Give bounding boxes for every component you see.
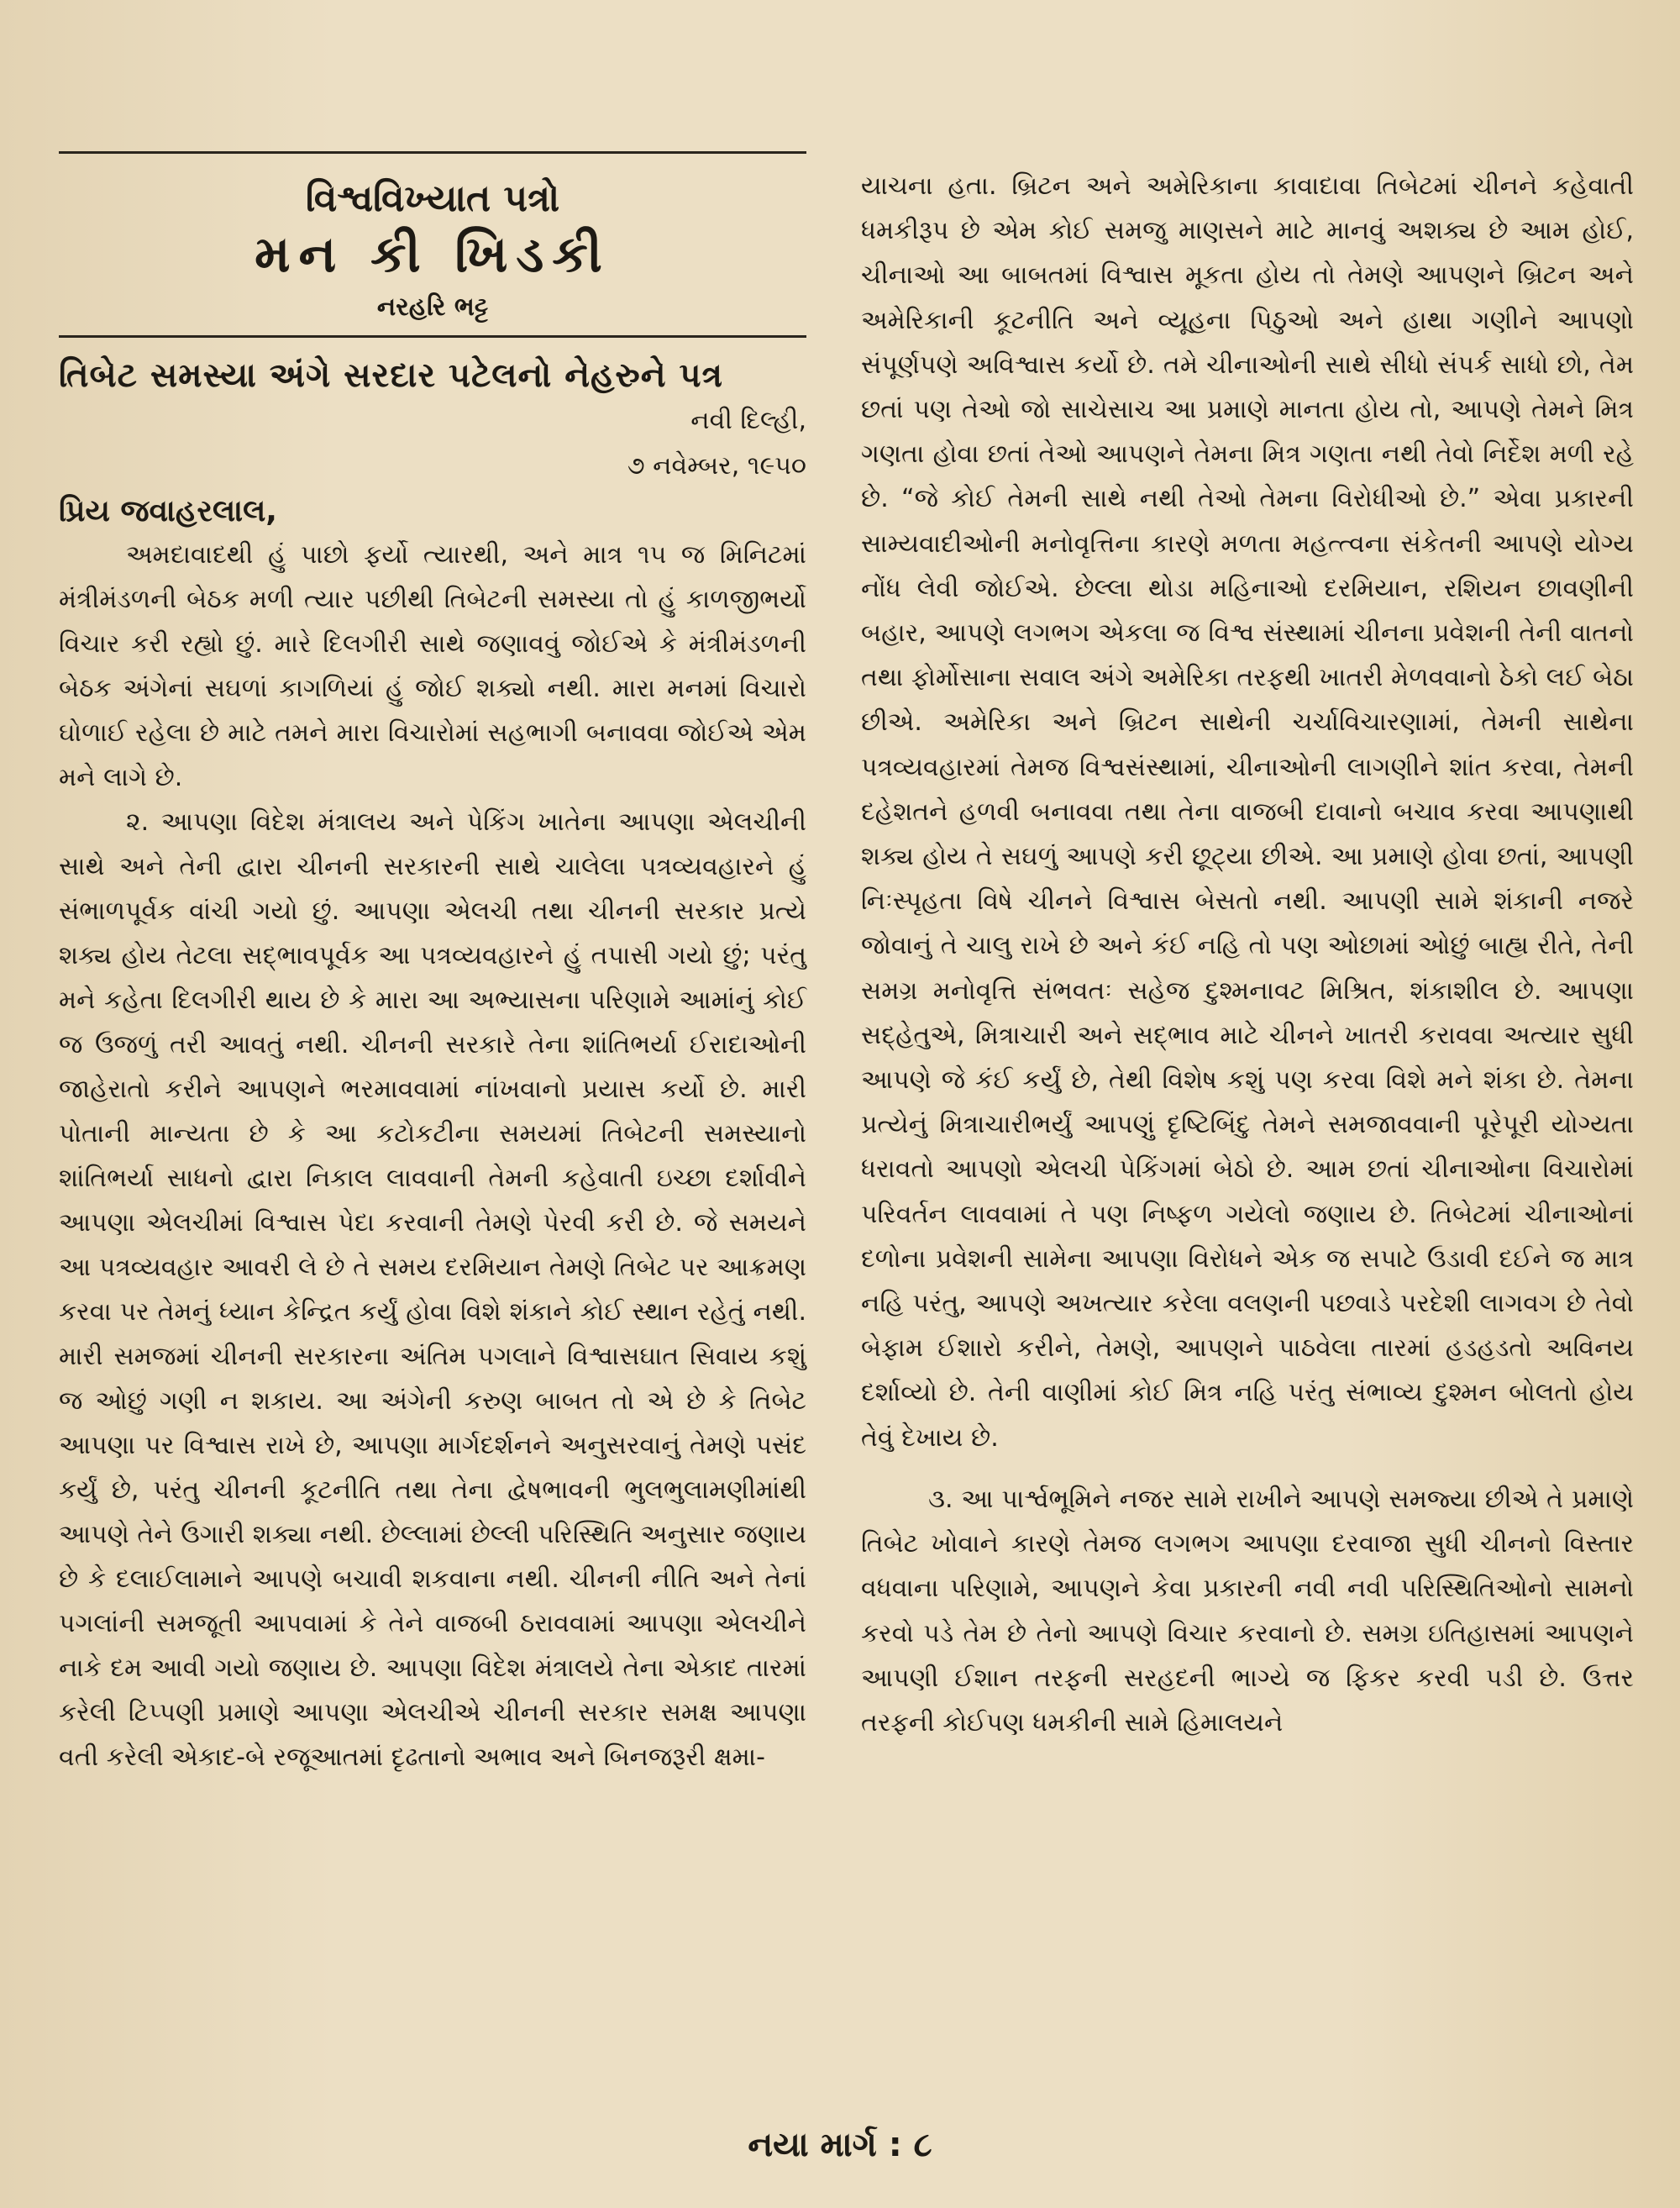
series-title: વિશ્વવિખ્યાત પત્રો <box>305 177 560 220</box>
header-rule <box>59 335 806 338</box>
letter-headline: તિબેટ સમસ્યા અંગે સરદાર પટેલનો નેહરુને પત્ર <box>59 356 724 395</box>
author-name: નરહરિ ભટ્ટ <box>376 292 489 322</box>
paragraph-2: ૨. આપણા વિદેશ મંત્રાલય અને પેકિંગ ખાતેના આપણા એલચીની સાથે અને તેની દ્વારા ચીનની સરકારની સાથે ચાલેલા પત્રવ્યવહારને હું સંભાળપૂર્વક વાંચી ગયો છું. આપણા એલચી તથા ચીનની સરકાર પ્રત્યે શક્ય હોય તેટલા સદ્ભાવપૂર્વક આ પત્રવ્યવહારને હું તપાસી ગયો છું; પરંતુ મને કહેતા દિલગીરી થાય છે કે મારા આ અભ્યાસના પરિણામે આમાંનું કોઈ જ ઉજળું તરી આવતું નથી. ચીનની સરકારે તેના શાંતિભર્યા ઈરાદાઓની જાહેરાતો કરીને આપણને ભરમાવવામાં નાંખવાનો પ્રયાસ કર્યો છે. મારી પોતાની માન્યતા છે કે આ કટોકટીના સમયમાં તિબેટની સમસ્યાનો શાંતિભર્યા સાધનો દ્વારા નિકાલ લાવવાની તેમની કહેવાતી ઇચ્છા દર્શાવીને આપણા એલચીમાં વિશ્વાસ પેદા કરવાની તેમણે પેરવી કરી છે. જે સમયને આ પત્રવ્યવહાર આવરી લે છે તે સમય દરમિયાન તેમણે તિબેટ પર આક્રમણ કરવા પર તેમનું ધ્યાન કેન્દ્રિત કર્યું હોવા વિશે શંકાને કોઈ સ્થાન રહેતું નથી. મારી સમજમાં ચીનની સરકારના અંતિમ પગલાને વિશ્વાસઘાત સિવાય કશું જ ઓછું ગણી ન શકાય. આ અંગેની કરુણ બાબત તો એ છે કે તિબેટ આપણા પર વિશ્વાસ રાખે છે, આપણા માર્ગદર્શનને અનુસરવાનું તેમણે પસંદ કર્યું છે, પરંતુ ચીનની કૂટનીતિ તથા તેના દ્વેષભાવની ભુલભુલામણીમાંથી આપણે તેને ઉગારી શક્યા નથી. છેલ્લામાં છેલ્લી પરિસ્થિતિ અનુસાર જણાય છે કે દલાઈલામાને આપણે બચાવી શકવાના નથી. ચીનની નીતિ અને તેનાં પગલાંની સમજૂતી આપવામાં કે તેને વાજબી ઠરાવવામાં આપણા એલચીને નાકે દમ આવી ગયો જણાય છે. આપણા વિદેશ મંત્રાલયે તેના એકાદ તારમાં કરેલી ટિપ્પણી પ્રમાણે આપણા એલચીએ ચીનની સરકાર સમક્ષ આપણા વતી કરેલી એકાદ-બે રજૂઆતમાં દૃઢતાનો અભાવ અને બિનજરૂરી ક્ષમા- <box>59 807 806 1772</box>
letter-date: ૭ નવેમ્બર, ૧૯૫૦ <box>627 451 806 481</box>
paragraph-1: અમદાવાદથી હું પાછો ફર્યો ત્યારથી, અને માત્ર ૧૫ જ મિનિટમાં મંત્રીમંડળની બેઠક મળી ત્યાર પછીથી તિબેટની સમસ્યા તો હું કાળજીભર્યો વિચાર કરી રહ્યો છું. મારે દિલગીરી સાથે જણાવવું જોઈએ કે મંત્રીમંડળની બેઠક અંગેનાં સઘળાં કાગળિયાં હું જોઈ શક્યો નથી. મારા મનમાં વિચારો ઘોળાઈ રહેલા છે માટે તમને મારા વિચારોમાં સહભાગી બનાવવા જોઈએ એમ મને લાગે છે. <box>59 540 806 792</box>
page-footer: નયા માર્ગ : ૮ <box>748 2126 932 2164</box>
letter-salutation: પ્રિય જવાહરલાલ, <box>59 494 277 528</box>
column-header <box>59 177 806 322</box>
paragraph-3: ૩. આ પાર્શ્વભૂમિને નજર સામે રાખીને આપણે સમજ્યા છીએ તે પ્રમાણે તિબેટ ખોવાને કારણે તેમજ લગભગ આપણા દરવાજા સુધી ચીનનો વિસ્તાર વધવાના પરિણામે, આપણને કેવા પ્રકારની નવી નવી પરિસ્થિતિઓનો સામનો કરવો પડે તેમ છે તેનો આપણે વિચાર કરવાનો છે. સમગ્ર ઇતિહાસમાં આપણને આપણી ઈશાન તરફની સરહદની ભાગ્યે જ ફિકર કરવી પડી છે. ઉત્તર તરફની કોઈપણ ધમકીની સામે હિમાલયને <box>861 1484 1634 1737</box>
left-column <box>59 151 806 1780</box>
column-title: મન કી ખિડકી <box>255 225 611 284</box>
right-column <box>861 164 1634 1745</box>
letter-place: નવી દિલ્હી, <box>690 406 806 435</box>
paragraph-2-continued: યાચના હતા. બ્રિટન અને અમેરિકાના કાવાદાવા તિબેટમાં ચીનને કહેવાતી ધમકીરૂપ છે એમ કોઈ સમજુ માણસને માટે માનવું અશક્ય છે આમ હોઈ, ચીનાઓ આ બાબતમાં વિશ્વાસ મૂકતા હોય તો તેમણે આપણને બ્રિટન અને અમેરિકાની કૂટનીતિ અને વ્યૂહના પિઠુઓ અને હાથા ગણીને આપણો સંપૂર્ણપણે અવિશ્વાસ કર્યો છે. તમે ચીનાઓની સાથે સીધો સંપર્ક સાધો છો, તેમ છતાં પણ તેઓ જો સાચેસાચ આ પ્રમાણે માનતા હોય તો, આપણે તેમને મિત્ર ગણતા હોવા છતાં તેઓ આપણને તેમના મિત્ર ગણતા નથી તેવો નિર્દેશ મળી રહે છે. “જે કોઈ તેમની સાથે નથી તેઓ તેમના વિરોધીઓ છે.” એવા પ્રકારની સામ્યવાદીઓની મનોવૃત્તિના કારણે મળતા મહત્ત્વના સંકેતની આપણે યોગ્ય નોંધ લેવી જોઈએ. છેલ્લા થોડા મહિનાઓ દરમિયાન, રશિયન છાવણીની બહાર, આપણે લગભગ એકલા જ વિશ્વ સંસ્થામાં ચીનના પ્રવેશની તેની વાતનો તથા ફોર્મોસાના સવાલ અંગે અમેરિકા તરફથી ખાતરી મેળવવાનો ઠેકો લઈ બેઠા છીએ. અમેરિકા અને બ્રિટન સાથેની ચર્ચાવિચારણામાં, તેમની સાથેના પત્રવ્યવહારમાં તેમજ વિશ્વસંસ્થામાં, ચીનાઓની લાગણીને શાંત કરવા, તેમની દહેશતને હળવી બનાવવા તથા તેના વાજબી દાવાનો બચાવ કરવા આપણાથી શક્ય હોય તે સઘળું આપણે કરી છૂટ્યા છીએ. આ પ્રમાણે હોવા છતાં, આપણી નિઃસ્પૃહતા વિષે ચીનને વિશ્વાસ બેસતો નથી. આપણી સામે શંકાની નજરે જોવાનું તે ચાલુ રાખે છે અને કંઈ નહિ તો પણ ઓછામાં ઓછું બાહ્ય રીતે, તેની સમગ્ર મનોવૃત્તિ સંભવતઃ સહેજ દુશ્મનાવટ મિશ્રિત, શંકાશીલ છે. આપણા સદ્હેતુએ, મિત્રાચારી અને સદ્ભાવ માટે ચીનને ખાતરી કરાવવા અત્યાર સુધી આપણે જે કંઈ કર્યું છે, તેથી વિશેષ કશું પણ કરવા વિશે મને શંકા છે. તેમના પ્રત્યેનું મિત્રાચારીભર્યું આપણું દૃષ્ટિબિંદુ તેમને સમજાવવાની પૂરેપૂરી યોગ્યતા ધરાવતો આપણો એલચી પેકિંગમાં બેઠો છે. આમ છતાં ચીનાઓના વિચારોમાં પરિવર્તન લાવવામાં તે પણ નિષ્ફળ ગયેલો જણાય છે. તિબેટમાં ચીનાઓનાં દળોના પ્રવેશની સામેના આપણા વિરોધને એક જ સપાટે ઉડાવી દઈને જ માત્ર નહિ પરંતુ, આપણે અખત્યાર કરેલા વલણની પછવાડે પરદેશી લાગવગ છે તેવો બેફામ ઈશારો કરીને, તેમણે, આપણને પાઠવેલા તારમાં હડહડતો અવિનય દર્શાવ્યો છે. તેની વાણીમાં કોઈ મિત્ર નહિ પરંતુ સંભાવ્ય દુશ્મન બોલતો હોય તેવું દેખાય છે. <box>861 171 1634 1453</box>
top-rule <box>59 151 806 154</box>
